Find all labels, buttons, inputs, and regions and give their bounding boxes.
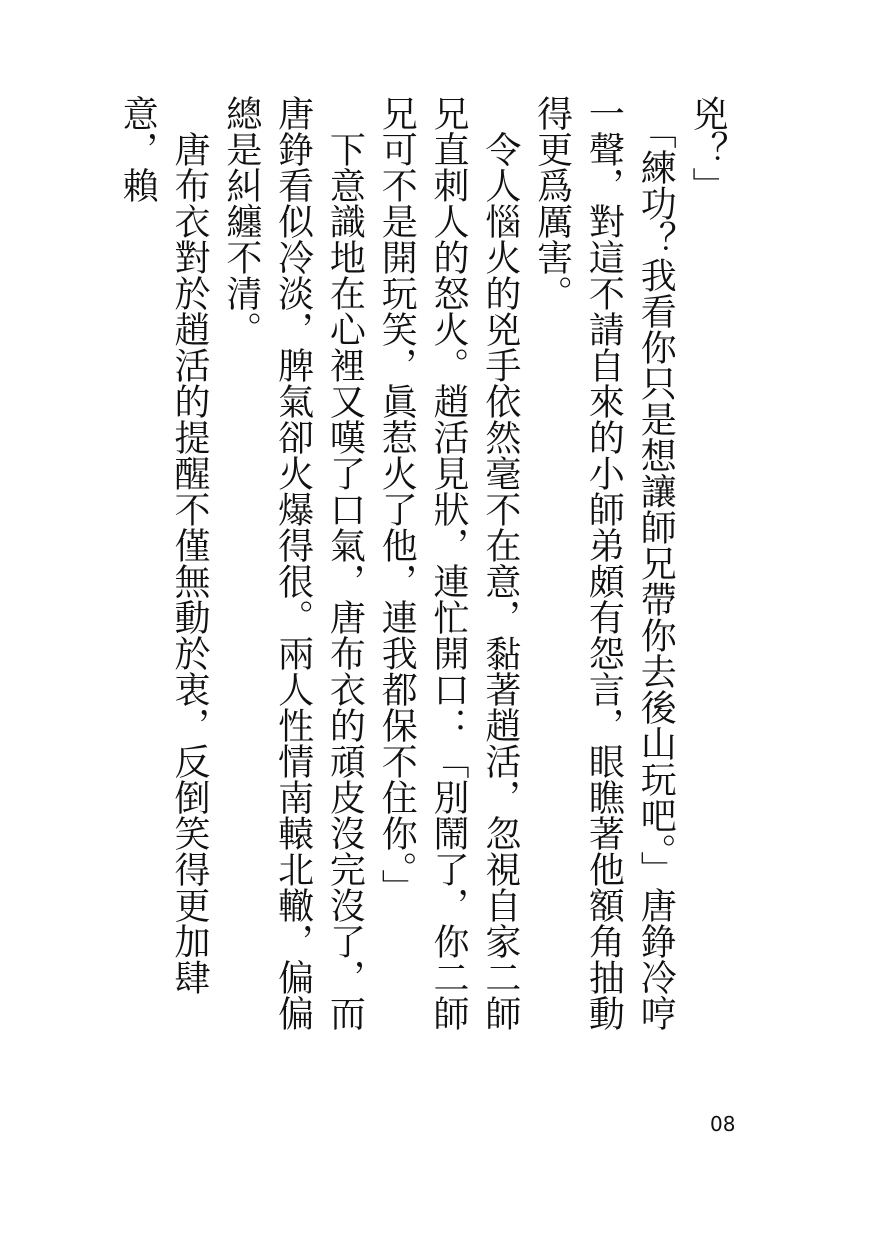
paragraph-5: 唐布衣對於趙活的提醒不僅無動於衷，反倒笑得更加肆意，賴 [117, 95, 211, 995]
paragraph-1: 兇？」 [687, 95, 728, 203]
page-number: 08 [710, 1112, 736, 1136]
vertical-text-body [111, 95, 733, 1055]
paragraph-2: 「練功？我看你只是想讓師兄帶你去後山玩吧。」唐錚冷哼一聲，對這不請自來的小師弟頗有怨言，眼瞧著他額角抽動得更爲厲害。 [531, 95, 677, 1031]
paragraph-4: 下意識地在心裡又嘆了口氣，唐布衣的頑皮沒完沒了，而唐錚看似冷淡，脾氣卻火爆得很。兩人性情南轅北轍，偏偏總是糾纏不清。 [220, 95, 366, 1031]
paragraph-3: 令人惱火的兇手依然毫不在意，黏著趙活，忽視自家二師兄直刺人的怒火。趙活見狀，連忙開口：「別鬧了，你二師兄可不是開玩笑，眞惹火了他，連我都保不住你。」 [376, 95, 521, 1031]
